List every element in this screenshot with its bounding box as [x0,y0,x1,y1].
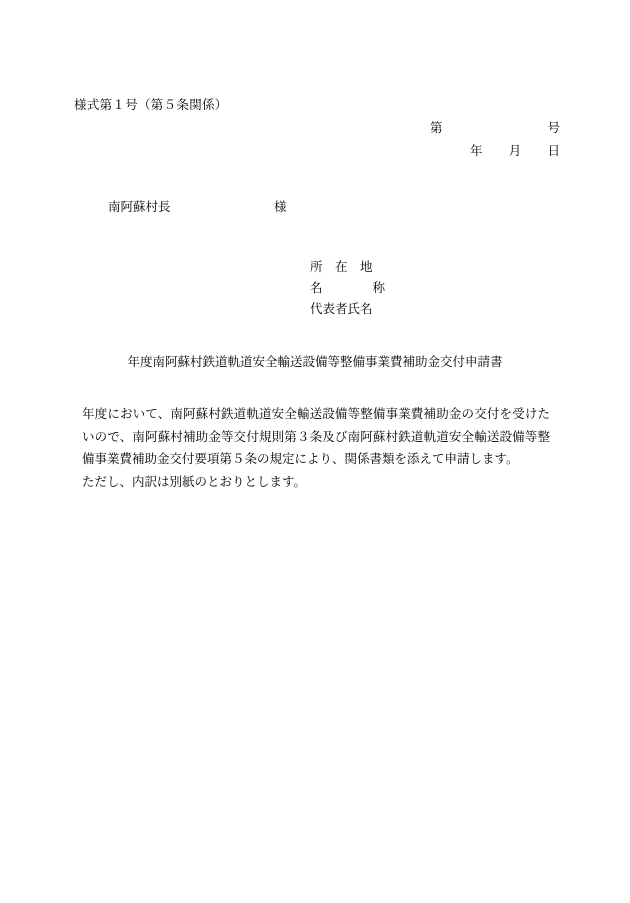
document-number-line [430,118,560,136]
page-title: 年度南阿蘇村鉄道軌道安全輸送設備等整備事業費補助金交付申請書 [127,355,503,369]
applicant-block [310,257,385,320]
document-date-line [470,141,560,159]
date-day-label: 日 [547,144,560,158]
body-paragraph-1: 年度において、南阿蘇村鉄道軌道安全輸送設備等整備事業費補助金の交付を受けたいので、南阿蘇村補助金等交付規則第３条及び南阿蘇村鉄道軌道安全輸送設備等整備事業費補助金交付要項第５条の規定により、関係書類を添えて申請します。 [82,407,550,466]
body-paragraph-2: ただし、内訳は別紙のとおりとします。 [82,474,307,489]
date-month-label: 月 [508,144,522,158]
date-year-label: 年 [470,144,483,158]
applicant-address-label: 所 在 地 [310,260,373,274]
addressee: 南阿蘇村長 [108,200,171,214]
addressee-honorific: 様 [274,200,287,214]
applicant-name-label: 名 称 [310,281,386,295]
document-number-suffix: 号 [547,121,560,135]
applicant-representative-label: 代表者氏名 [310,302,373,316]
document-number-label: 第 [430,121,443,135]
body-text [82,403,550,493]
form-number: 様式第１号（第５条関係） [74,98,228,112]
